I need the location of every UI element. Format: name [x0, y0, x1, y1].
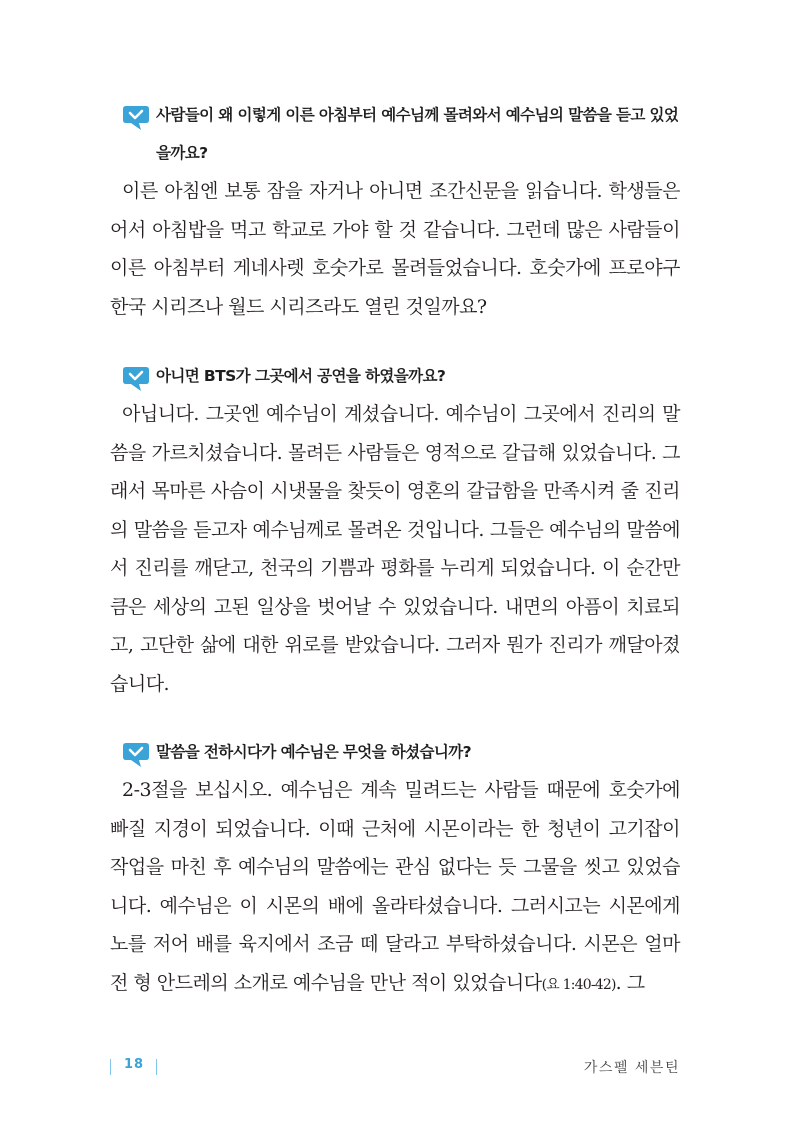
book-title: 가스펠 세븐틴: [583, 1060, 680, 1076]
footer-divider-left: [110, 1059, 111, 1075]
page-content: [110, 96, 680, 1004]
speech-bubble-icon: [122, 741, 150, 769]
footer-divider-right: [156, 1059, 157, 1075]
page-number: 18: [124, 1057, 145, 1072]
paragraph-2: 아닙니다. 그곳엔 예수님이 계셨습니다. 예수님이 그곳에서 진리의 말씀을 가르치셨습니다. 몰려든 사람들은 영적으로 갈급해 있었습니다. 그래서 목마른 사슴이 시냇물을 찾듯이 영혼의 갈급함을 만족시켜 줄 진리의 말씀을 듣고자 예수님께로 몰려온 것입니다. 그들은 예수님의 말씀에서 진리를 깨닫고, 천국의 기쁨과 평화를 누리게 되었습니다. 이 순간만큼은 세상의 고된 일상을 벗어날 수 있었습니다. 내면의 아픔이 치료되고, 고단한 삶에 대한 위로를 받았습니다. 그러자 뭔가 진리가 깨달아졌습니다.: [110, 403, 680, 695]
question-3: [110, 733, 680, 771]
paragraph-3-tail: . 그: [615, 971, 645, 994]
question-text: 사람들이 왜 이렇게 이른 아침부터 예수님께 몰려와서 예수님의 말씀을 듣고 있었을까요?: [156, 106, 679, 162]
question-2: [110, 357, 680, 395]
speech-bubble-icon: [122, 365, 150, 393]
question-text: 아니면 BTS가 그곳에서 공연을 하였을까요?: [156, 367, 446, 385]
paragraph-3-text: 2-3절을 보십시오. 예수님은 계속 밀려드는 사람들 때문에 호숫가에 빠질 지경이 되었습니다. 이때 근처에 시몬이라는 한 청년이 고기잡이 작업을 마친 후 예수님의 말씀에는 관심 없다는 듯 그물을 씻고 있었습니다. 예수님은 이 시몬의 배에 올라타셨습니다. 그러시고는 시몬에게 노를 저어 배를 육지에서 조금 떼 달라고 부탁하셨습니다. 시몬은 얼마 전 형 안드레의 소개로 예수님을 만난 적이 있었습니다: [110, 779, 680, 994]
speech-bubble-icon: [122, 104, 150, 132]
question-1: [110, 96, 680, 172]
question-text: 말씀을 전하시다가 예수님은 무엇을 하셨습니까?: [156, 743, 472, 761]
paragraph-1: 이른 아침엔 보통 잠을 자거나 아니면 조간신문을 읽습니다. 학생들은 어서 아침밥을 먹고 학교로 가야 할 것 같습니다. 그런데 많은 사람들이 이른 아침부터 게네사렛 호숫가로 몰려들었습니다. 호숫가에 프로야구 한국 시리즈나 월드 시리즈라도 열린 것일까요?: [110, 180, 680, 318]
scripture-reference: (요 1:40-42): [541, 976, 616, 993]
page-footer: [110, 1054, 680, 1082]
paragraph-3: [110, 771, 680, 1004]
